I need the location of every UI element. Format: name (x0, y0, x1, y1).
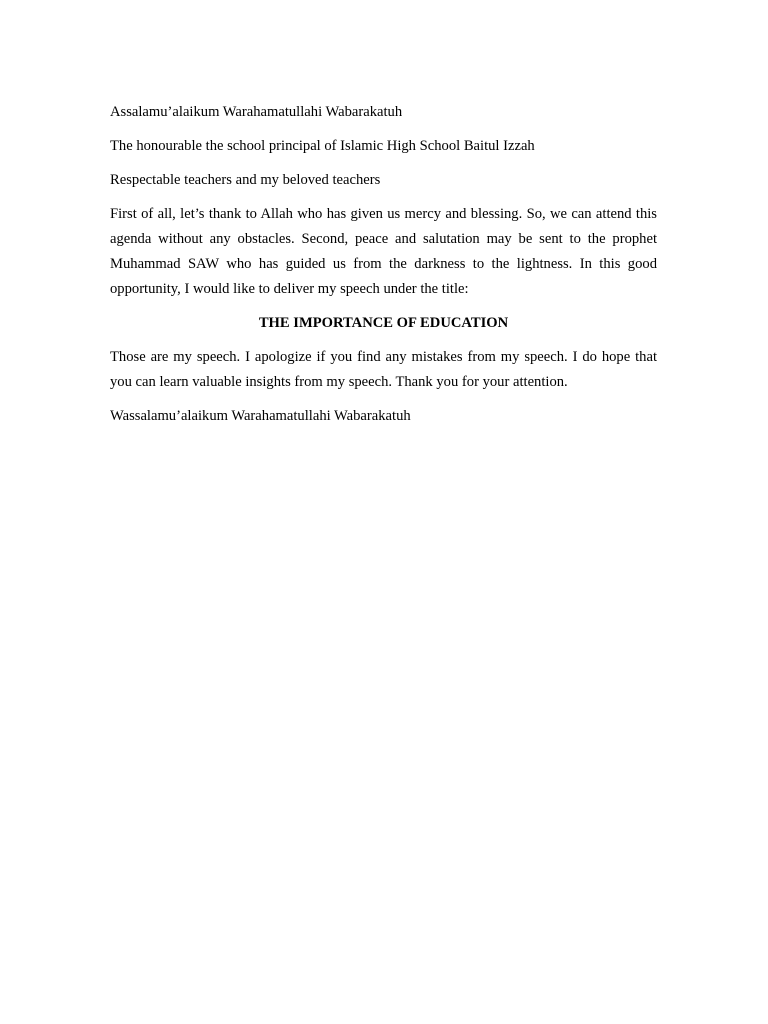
address-teachers-paragraph: Respectable teachers and my beloved teachers (110, 172, 381, 188)
farewell-paragraph: Wassalamu’alaikum Warahamatullahi Wabarakatuh (110, 408, 411, 424)
speech-title: THE IMPORTANCE OF EDUCATION (258, 315, 509, 331)
opening-paragraph: First of all, let’s thank to Allah who has given us mercy and blessing. So, we can attend this agenda without any obstacles. Second, peace and salutation may be sent to the prophet Muhammad SAW who has guided us from the darkness to the lightness. In this good opportunity, I would like to deliver my speech under the title: (110, 206, 657, 297)
greeting-paragraph: Assalamu’alaikum Warahamatullahi Wabarakatuh (110, 104, 403, 120)
closing-paragraph: Those are my speech. I apologize if you find any mistakes from my speech. I do hope that you can learn valuable insights from my speech. Thank you for your attention. (110, 349, 657, 390)
address-principal-paragraph: The honourable the school principal of Islamic High School Baitul Izzah (110, 138, 535, 154)
